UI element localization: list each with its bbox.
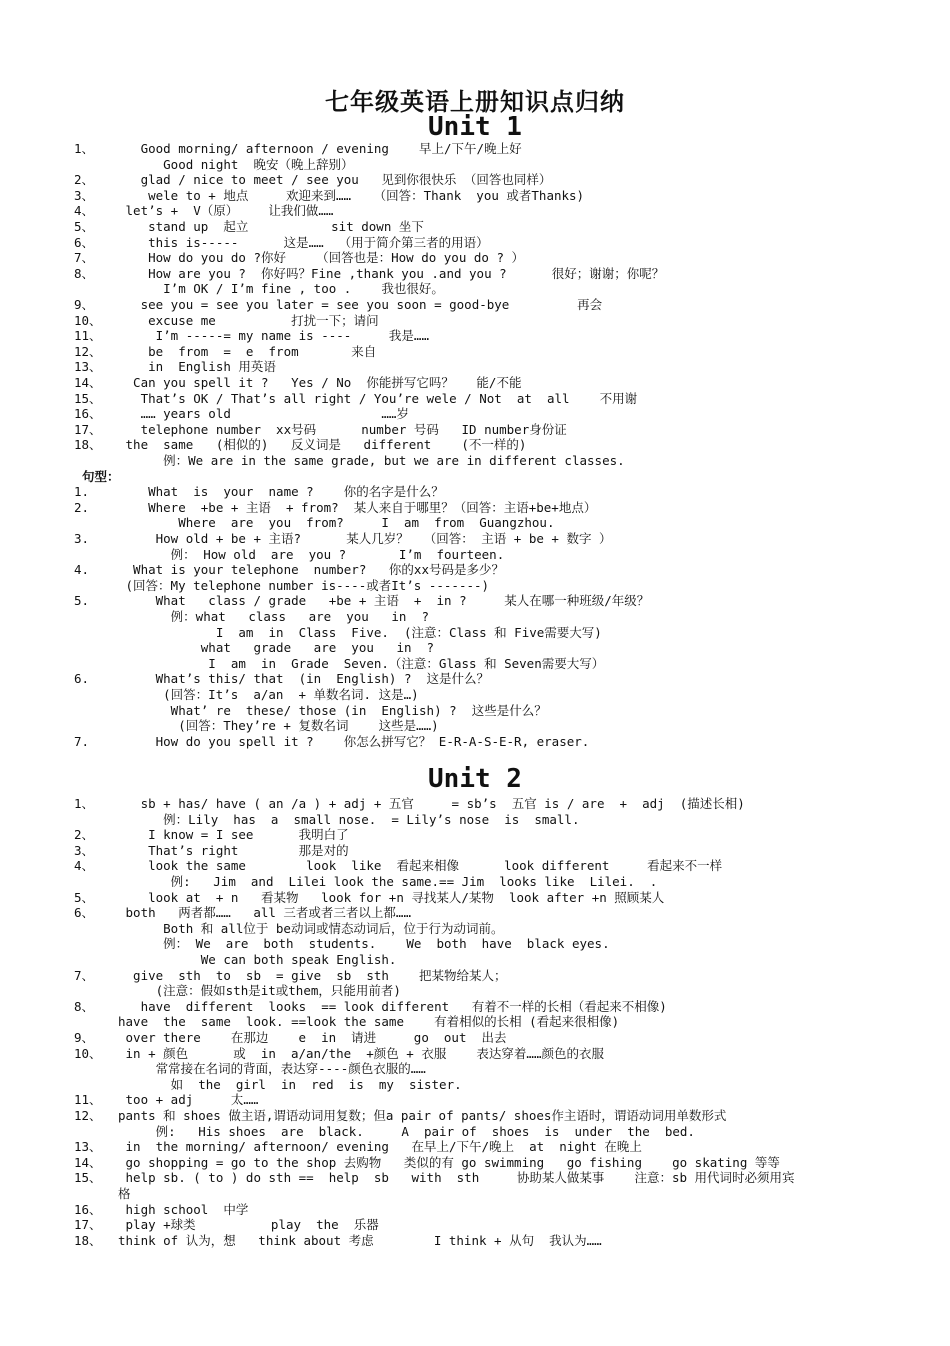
knowledge-line <box>74 1170 795 1185</box>
item-number: 2、 <box>74 827 95 843</box>
pattern-line <box>74 578 489 593</box>
item-text: be from = e from 来自 <box>118 343 377 359</box>
item-text: look the same look like 看起来相像 look different 看起来不一样 <box>118 858 723 874</box>
pattern-line <box>74 671 489 686</box>
knowledge-line <box>74 422 567 437</box>
knowledge-line <box>74 141 522 156</box>
pattern-line <box>74 562 504 577</box>
knowledge-line <box>74 936 610 951</box>
item-text: both 两者都…… all 三者或者三者以上都…… <box>118 905 411 921</box>
pattern-line <box>74 625 602 640</box>
knowledge-line <box>74 921 503 936</box>
knowledge-line <box>74 203 333 218</box>
knowledge-line <box>74 391 637 406</box>
knowledge-line <box>74 843 349 858</box>
item-number: 1、 <box>74 796 95 811</box>
pattern-line <box>74 515 555 530</box>
knowledge-line <box>74 1124 695 1139</box>
item-number: 14、 <box>74 375 102 390</box>
item-number: 11、 <box>74 1092 102 1108</box>
knowledge-line <box>74 1077 462 1092</box>
item-number: 7、 <box>74 967 95 983</box>
item-number: 17、 <box>74 421 102 437</box>
pattern-line <box>74 734 589 749</box>
item-number: 12、 <box>74 1108 102 1123</box>
item-number: 5. <box>74 593 90 609</box>
knowledge-line <box>74 999 667 1014</box>
item-text: 例： We are both students. We both have black eyes. <box>118 936 610 952</box>
knowledge-line <box>74 1139 642 1154</box>
knowledge-line <box>74 1108 726 1123</box>
knowledge-line <box>74 1186 131 1201</box>
knowledge-line <box>74 235 489 250</box>
knowledge-line <box>74 281 444 296</box>
item-text: I’m OK / I’m fine , too . 我也很好。 <box>118 281 444 297</box>
item-text: have different looks == look different 有着不一样的长相（看起来不相像) <box>118 998 667 1014</box>
pattern-line <box>74 656 604 671</box>
pattern-line <box>74 531 612 546</box>
item-number: 5、 <box>74 889 95 905</box>
item-number: 3、 <box>74 187 95 203</box>
unit2-heading: Unit 2 <box>428 764 522 794</box>
item-text: in the morning/ afternoon/ evening 在早上/下午/晚上 at night 在晚上 <box>118 1139 642 1155</box>
item-text: Good morning/ afternoon / evening 早上/下午/晚上好 <box>118 141 522 156</box>
item-number: 1、 <box>74 141 95 156</box>
item-text: …… years old ……岁 <box>118 406 409 422</box>
item-number: 16、 <box>74 406 102 422</box>
item-text: What is your telephone number? 你的xx号码是多少？ <box>118 562 504 578</box>
item-text: How old + be + 主语? 某人几岁？ （回答： 主语 + be + 数字 ） <box>118 531 612 546</box>
pattern-heading: 句型： <box>82 468 120 484</box>
knowledge-line <box>74 266 664 281</box>
knowledge-line <box>74 890 664 905</box>
knowledge-line <box>74 796 745 811</box>
item-text: I am in Grade Seven.（注意：Glass 和 Seven需要大写） <box>118 655 605 671</box>
knowledge-line <box>74 157 353 172</box>
item-number: 18、 <box>74 1232 102 1248</box>
item-text: How are you ? 你好吗？Fine ,thank you .and you ? 很好；谢谢；你呢？ <box>118 265 665 281</box>
item-text: excuse me 打扰一下；请问 <box>118 312 379 328</box>
knowledge-line <box>74 1030 507 1045</box>
item-number: 16、 <box>74 1201 102 1217</box>
item-number: 2、 <box>74 172 95 188</box>
item-text: in English 用英语 <box>118 359 276 375</box>
page-title: 七年级英语上册知识点归纳 <box>325 88 625 116</box>
item-text: I am in Class Five. (注意：Class 和 Five需要大写) <box>118 624 602 640</box>
knowledge-line <box>74 172 551 187</box>
item-text: 例: Jim and Lilei look the same.== Jim looks like Lilei. . <box>118 874 658 889</box>
pattern-line <box>74 703 547 718</box>
item-text: Where +be + 主语 + from? 某人来自于哪里？（回答：主语+be+地点） <box>118 499 597 515</box>
item-text: the same (相似的) 反义词是 different (不一样的) <box>118 437 527 453</box>
item-number: 4. <box>74 562 90 578</box>
item-text: What is your name ? 你的名字是什么？ <box>118 484 444 500</box>
item-number: 8、 <box>74 998 95 1014</box>
item-text: We can both speak English. <box>118 952 397 967</box>
item-number: 15、 <box>74 390 102 406</box>
knowledge-line <box>74 874 657 889</box>
item-text: (回答：My telephone number is----或者It’s -------) <box>118 577 490 593</box>
item-text: 如 the girl in red is my sister. <box>118 1076 462 1092</box>
knowledge-line <box>74 1233 602 1248</box>
item-text: (回答：They’re + 复数名词 这些是……) <box>118 718 439 734</box>
knowledge-line <box>74 1155 780 1170</box>
item-text: 例：Lily has a small nose. = Lily’s nose is small. <box>118 811 580 827</box>
item-text: sb + has/ have ( an /a ) + adj + 五官 = sb’s 五官 is / are + adj (描述长相) <box>118 796 745 811</box>
item-number: 6. <box>74 671 90 687</box>
item-number: 10、 <box>74 1045 102 1061</box>
item-number: 13、 <box>74 359 102 375</box>
item-number: 8、 <box>74 265 95 281</box>
item-text: 例：We are in the same grade, but we are in different classes. <box>118 453 625 468</box>
item-number: 7、 <box>74 250 95 266</box>
pattern-line <box>74 547 504 562</box>
item-text: 格 <box>118 1186 131 1201</box>
item-text: 例: His shoes are black. A pair of shoes is under the bed. <box>118 1123 695 1139</box>
knowledge-line <box>74 375 521 390</box>
knowledge-line <box>74 188 584 203</box>
item-text: have the same look. ==look the same 有着相似的长相 (看起来很相像) <box>118 1014 620 1030</box>
item-number: 6、 <box>74 905 95 921</box>
item-number: 7. <box>74 733 90 749</box>
item-text: look at + n 看某物 look for +n 寻找某人/某物 look after +n 照顾某人 <box>118 889 665 905</box>
knowledge-line <box>74 313 379 328</box>
knowledge-line <box>74 1202 248 1217</box>
knowledge-line <box>74 1014 619 1029</box>
item-text: telephone number xx号码 number 号码 ID number身份证 <box>118 421 567 437</box>
item-number: 17、 <box>74 1217 102 1233</box>
item-text: That’s right 那是对的 <box>118 842 349 858</box>
item-number: 5、 <box>74 219 95 234</box>
knowledge-line <box>74 968 507 983</box>
knowledge-line <box>74 952 396 967</box>
item-text: I know = I see 我明白了 <box>118 827 349 843</box>
pattern-line <box>74 484 444 499</box>
item-number: 6、 <box>74 234 95 250</box>
item-text: How do you do ?你好 （回答也是：How do you do ? ） <box>118 250 525 266</box>
item-number: 3. <box>74 531 90 546</box>
knowledge-line <box>74 1092 258 1107</box>
item-number: 10、 <box>74 312 102 328</box>
item-text: play +球类 play the 乐器 <box>118 1217 379 1233</box>
knowledge-line <box>74 344 376 359</box>
knowledge-line <box>74 983 401 998</box>
knowledge-line <box>74 250 524 265</box>
knowledge-line <box>74 1061 426 1076</box>
item-number: 12、 <box>74 343 102 359</box>
pattern-line <box>74 609 429 624</box>
item-text: go shopping = go to the shop 去购物 类似的有 go swimming go fishing go skating 等等 <box>118 1154 780 1170</box>
item-text: too + adj 太…… <box>118 1092 259 1108</box>
item-text: 例： How old are you ? I’m fourteen. <box>118 546 505 562</box>
item-number: 9、 <box>74 297 95 312</box>
knowledge-line <box>74 328 429 343</box>
item-text: glad / nice to meet / see you 见到你很快乐 （回答也同样） <box>118 172 552 188</box>
knowledge-line <box>74 858 722 873</box>
knowledge-line <box>74 827 349 842</box>
item-text: 常常接在名词的背面，表达穿----颜色衣服的…… <box>118 1061 426 1077</box>
item-number: 3、 <box>74 842 95 858</box>
item-text: this is----- 这是…… （用于简介第三者的用语） <box>118 234 489 250</box>
item-text: What’s this/ that (in English) ? 这是什么？ <box>118 671 490 687</box>
knowledge-line <box>74 905 411 920</box>
item-text: That’s OK / That’s all right / You’re wele / Not at all 不用谢 <box>118 390 638 406</box>
item-text: let’s + V（原） 让我们做…… <box>118 203 334 219</box>
pattern-line <box>74 593 649 608</box>
item-number: 14、 <box>74 1154 102 1170</box>
item-text: Good night 晚安（晚上辞别） <box>118 156 354 172</box>
pattern-line <box>74 640 434 655</box>
item-text: (注意：假如sth是it或them，只能用前者) <box>118 983 401 999</box>
item-number: 13、 <box>74 1139 102 1155</box>
item-text: over there 在那边 e in 请进 go out 出去 <box>118 1030 507 1045</box>
knowledge-line <box>74 1217 379 1232</box>
item-number: 15、 <box>74 1170 102 1186</box>
item-text: What class / grade +be + 主语 + in ? 某人在哪一种班级/年级？ <box>118 593 650 609</box>
item-text: (回答：It’s a/an + 单数名词. 这是…) <box>118 687 419 702</box>
item-text: 例：what class are you in ? <box>118 609 429 624</box>
item-text: How do you spell it ? 你怎么拼写它？ E-R-A-S-E-R, eraser. <box>118 733 590 749</box>
item-text: in + 颜色 或 in a/an/the +颜色 + 衣服 表达穿着……颜色的衣服 <box>118 1045 604 1061</box>
item-number: 18、 <box>74 437 102 453</box>
item-number: 4、 <box>74 858 95 874</box>
knowledge-line <box>74 812 580 827</box>
item-text: Both 和 all位于 be动词或情态动词后，位于行为动词前。 <box>118 920 504 936</box>
pattern-line <box>74 687 419 702</box>
knowledge-line <box>74 359 276 374</box>
item-text: help sb. ( to ) do sth == help sb with sth 协助某人做某事 注意：sb 用代词时必须用宾 <box>118 1170 795 1186</box>
item-number: 2. <box>74 499 90 515</box>
knowledge-line <box>74 453 625 468</box>
pattern-line <box>74 718 439 733</box>
item-text: Can you spell it ? Yes / No 你能拼写它吗？ 能/不能 <box>118 375 522 390</box>
item-text: I’m -----= my name is ---- 我是…… <box>118 328 429 344</box>
item-text: think of 认为，想 think about 考虑 I think + 从句 我认为…… <box>118 1232 602 1248</box>
item-text: see you = see you later = see you soon = good-bye 再会 <box>118 297 603 312</box>
unit1-heading: Unit 1 <box>428 112 522 142</box>
item-number: 1. <box>74 484 90 500</box>
item-text: what grade are you in ? <box>118 640 435 656</box>
item-text: high school 中学 <box>118 1201 249 1217</box>
knowledge-line <box>74 437 526 452</box>
item-text: wele to + 地点 欢迎来到…… （回答：Thank you 或者Thanks) <box>118 187 585 203</box>
knowledge-line <box>74 406 409 421</box>
knowledge-line <box>74 1046 604 1061</box>
item-text: What’ re these/ those (in English) ? 这些是什么？ <box>118 702 547 718</box>
knowledge-line <box>74 297 602 312</box>
item-number: 9、 <box>74 1030 95 1045</box>
item-text: give sth to sb = give sb sth 把某物给某人； <box>118 967 507 983</box>
pattern-line <box>74 500 596 515</box>
item-number: 4、 <box>74 203 95 219</box>
item-text: Where are you from? I am from Guangzhou. <box>118 515 555 531</box>
item-text: pants 和 shoes 做主语,谓语动词用复数；但a pair of pants/ shoes作主语时，谓语动词用单数形式 <box>118 1108 727 1123</box>
item-number: 11、 <box>74 328 102 344</box>
item-text: stand up 起立 sit down 坐下 <box>118 219 424 234</box>
knowledge-line <box>74 219 424 234</box>
